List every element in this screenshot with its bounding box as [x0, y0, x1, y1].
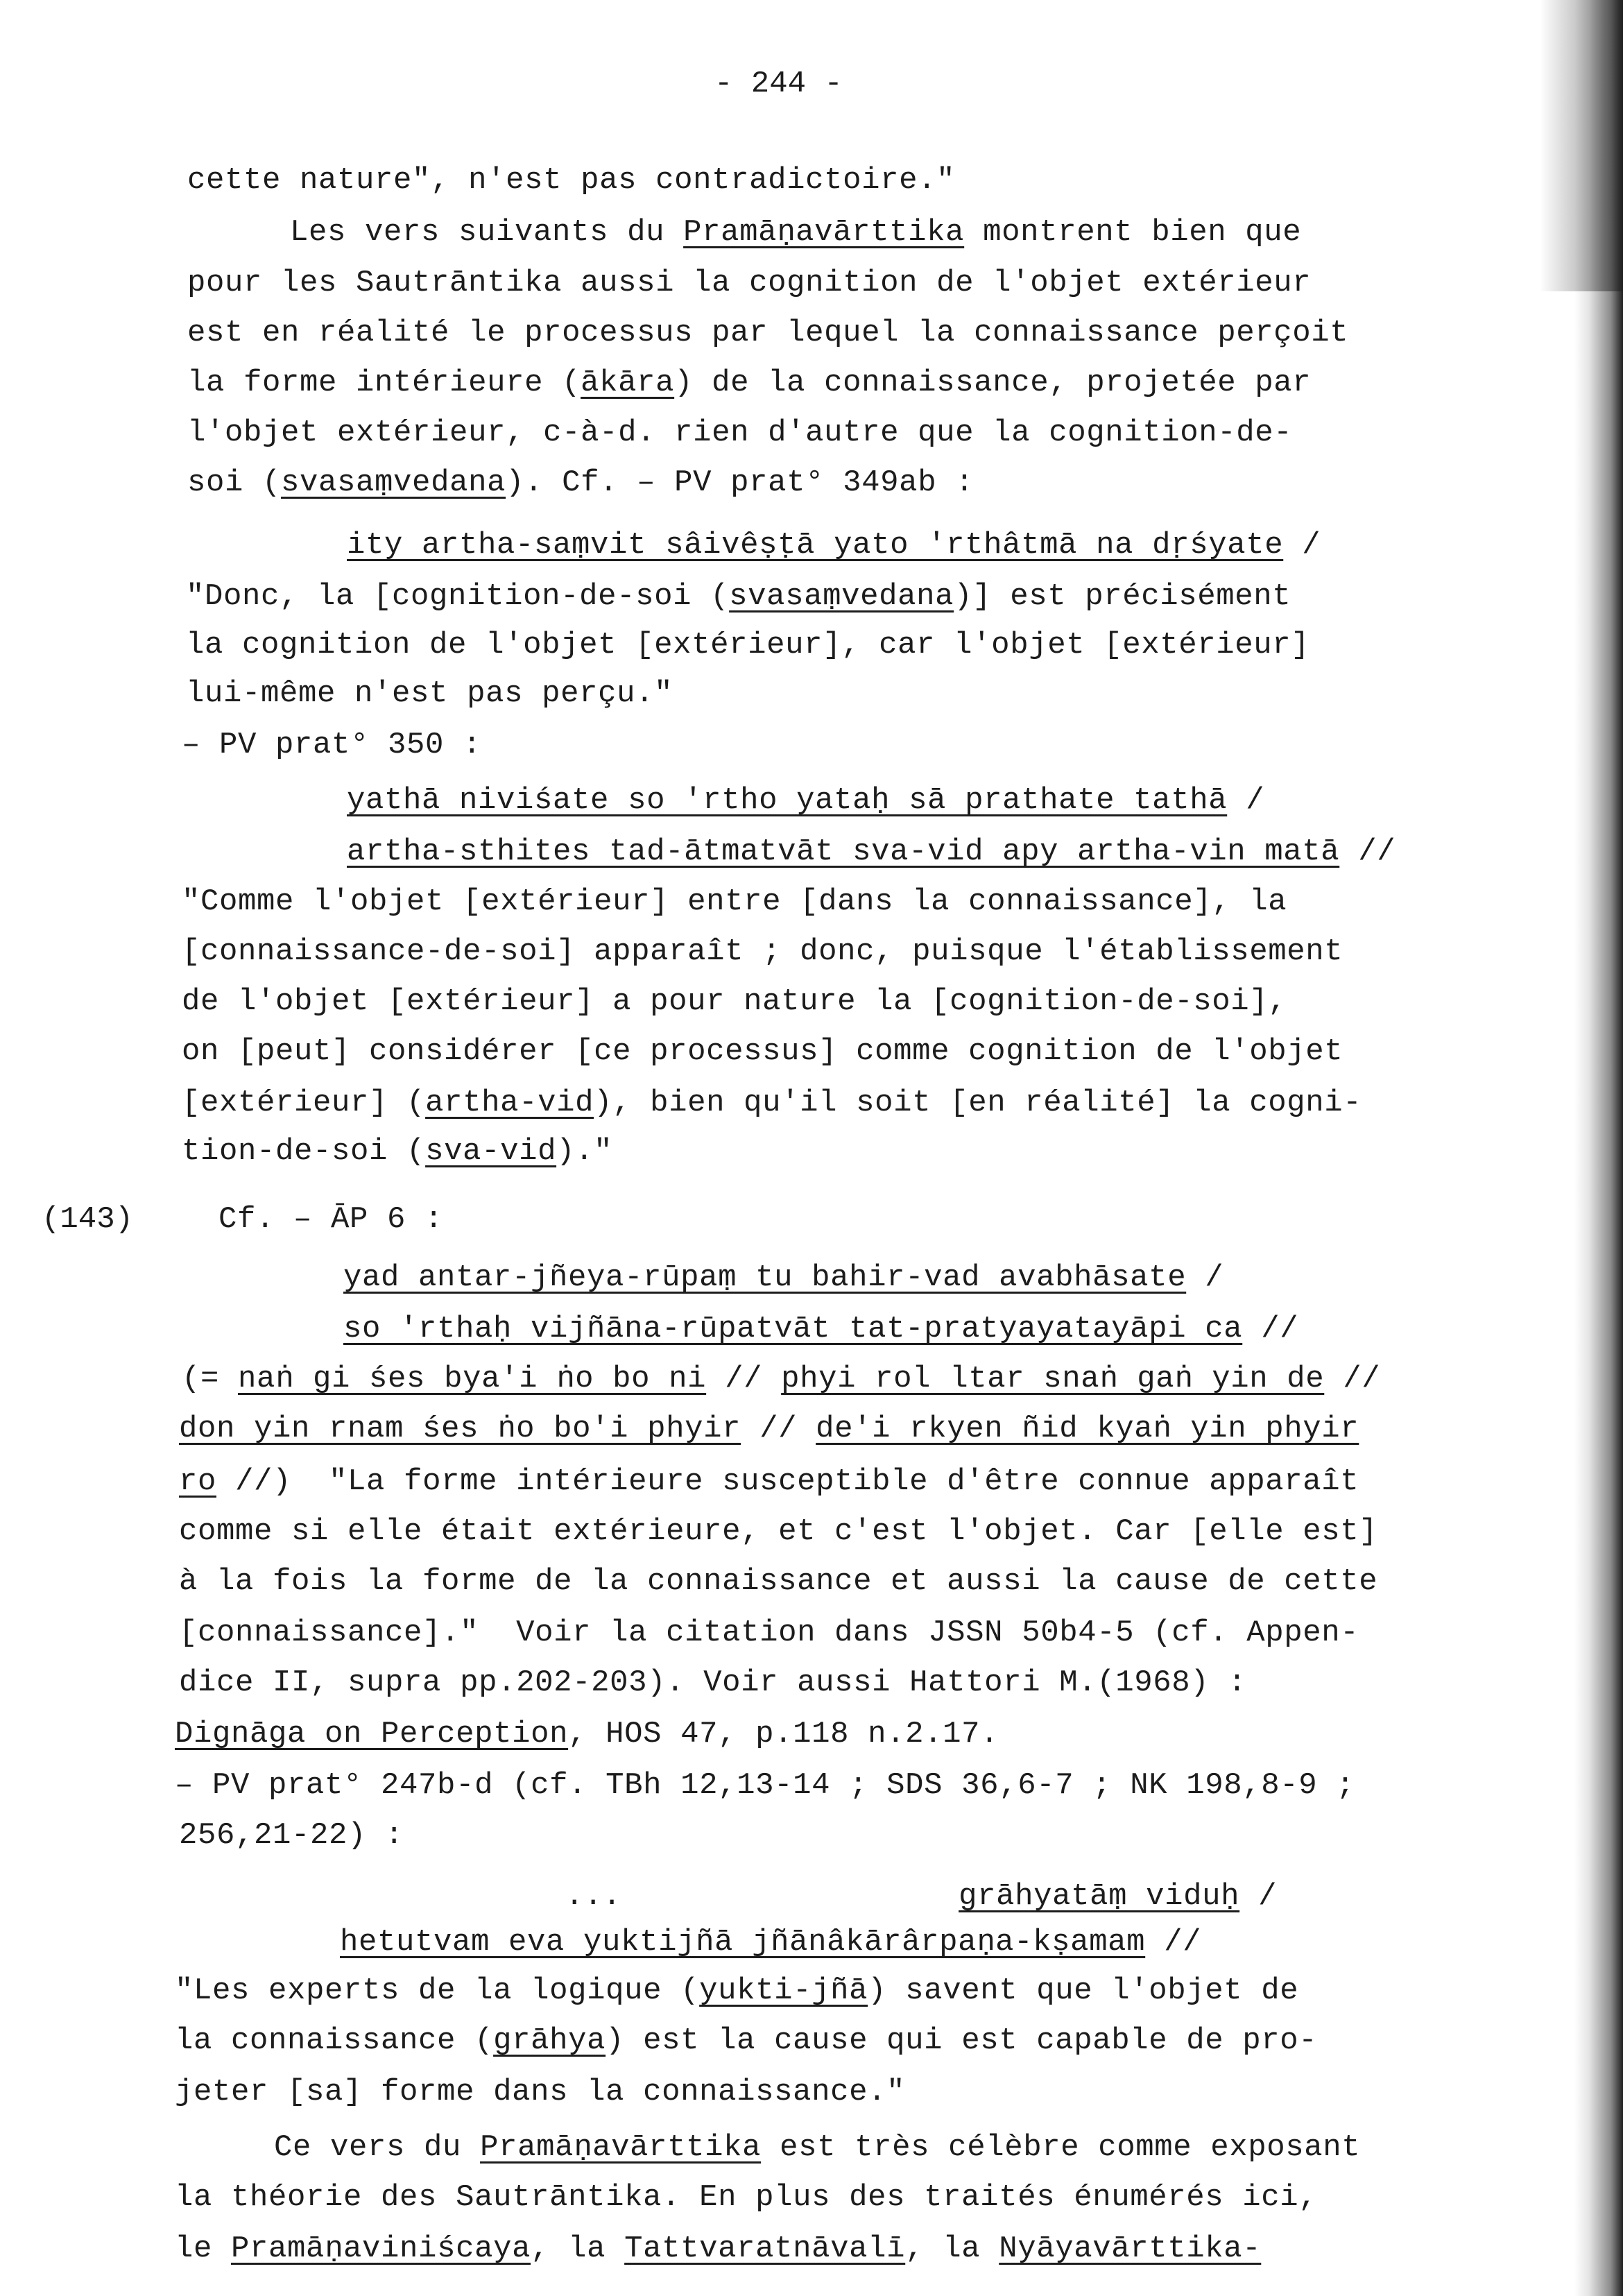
text-line — [175, 1765, 1355, 1806]
text-line — [179, 1408, 1359, 1450]
text-line — [187, 262, 1311, 304]
scan-edge-shadow — [1574, 0, 1623, 2296]
text-line — [182, 881, 1287, 923]
text-line — [179, 1815, 404, 1856]
text-segment: ) est la cause qui est capable de pro- — [606, 2023, 1318, 2058]
text-line — [175, 2228, 1261, 2270]
text-line — [187, 160, 955, 201]
underlined-term: Pramāṇavārttika — [683, 215, 965, 250]
underlined-term: Dignāga on Perception — [175, 1717, 569, 1751]
text-segment: ) de la connaissance, projetée par — [674, 366, 1312, 400]
text-segment: / — [1227, 783, 1265, 818]
text-segment: on [peut] considérer [ce processus] comme cognition de l'objet — [182, 1034, 1343, 1069]
text-segment: (= — [182, 1362, 239, 1396]
text-line — [218, 1199, 443, 1240]
underlined-term: ro — [179, 1464, 217, 1499]
text-segment: jeter [sa] forme dans la connaissance." — [175, 2075, 906, 2109]
text-line — [182, 1358, 1380, 1400]
text-segment: Ce vers du — [274, 2130, 481, 2165]
underlined-term: de'i rkyen ñid kyaṅ yin phyir — [816, 1412, 1359, 1446]
text-segment: – PV prat° 247b-d (cf. TBh 12,13-14 ; SDS 36,6-7 ; NK 198,8-9 ; — [175, 1768, 1355, 1803]
text-segment: )." — [556, 1134, 613, 1169]
text-segment: soi ( — [187, 465, 282, 500]
text-line — [182, 1131, 612, 1172]
underlined-term: yad antar-jñeya-rūpaṃ tu bahir-vad avabhāsate — [343, 1260, 1187, 1295]
page-number: - 244 - — [714, 67, 843, 101]
text-segment: / — [1283, 528, 1321, 563]
text-segment: Cf. – ĀP 6 : — [218, 1202, 444, 1237]
text-segment: est en réalité le processus par lequel la connaissance perçoit — [187, 316, 1349, 350]
note-number: (143) — [42, 1202, 134, 1237]
underlined-term: don yin rnam śes ṅo bo'i phyir — [179, 1412, 741, 1446]
text-segment: [connaissance]." Voir la citation dans JSSN 50b4-5 (cf. Appen- — [179, 1616, 1359, 1650]
text-segment: 256,21-22) : — [179, 1818, 404, 1853]
text-line — [347, 780, 1264, 821]
text-segment: dice II, supra pp.202-203). Voir aussi Hattori M.(1968) : — [179, 1665, 1247, 1700]
underlined-term: artha-sthites tad-ātmatvāt sva-vid apy artha-vin matā — [347, 834, 1340, 869]
text-line — [186, 624, 1309, 666]
underlined-term: ākāra — [581, 366, 675, 400]
underlined-term: phyi rol ltar snaṅ gaṅ yin de — [781, 1362, 1325, 1396]
text-segment: tion-de-soi ( — [182, 1134, 426, 1169]
text-segment: à la fois la forme de la connaissance et aussi la cause de cette — [179, 1564, 1378, 1599]
text-segment: est très célèbre comme exposant — [761, 2130, 1361, 2165]
underlined-term: artha-vid — [425, 1086, 594, 1120]
underlined-term: Pramāṇaviniścaya — [231, 2231, 531, 2266]
text-line — [182, 931, 1343, 973]
text-line — [187, 462, 974, 504]
text-segment: "Les experts de la logique ( — [175, 1973, 700, 2008]
text-segment: // — [741, 1412, 816, 1446]
text-line — [186, 576, 1291, 617]
text-line — [343, 1308, 1298, 1350]
text-segment: comme si elle était extérieure, et c'est l'objet. Car [elle est] — [179, 1514, 1378, 1549]
underlined-term: Nyāyavārttika- — [999, 2231, 1262, 2266]
underlined-term: Pramāṇavārttika — [480, 2130, 762, 2165]
text-line — [187, 362, 1311, 404]
text-segment: Les vers suivants du — [290, 215, 684, 250]
text-segment: de l'objet [extérieur] a pour nature la [cognition-de-soi], — [182, 984, 1287, 1019]
text-segment: – PV prat° 350 : — [182, 728, 482, 762]
text-segment: , la — [905, 2231, 999, 2266]
text-line — [187, 312, 1348, 354]
text-segment: ... — [565, 1879, 959, 1914]
text-line — [175, 2071, 905, 2113]
text-segment: le — [175, 2231, 232, 2266]
text-line — [182, 1082, 1362, 1124]
text-line — [565, 1876, 1277, 1917]
text-line — [182, 724, 481, 766]
text-line — [340, 1921, 1201, 1963]
text-segment: / — [1186, 1260, 1224, 1295]
underlined-term: hetutvam eva yuktijñā jñānâkārârpaṇa-kṣamam — [340, 1925, 1146, 1960]
text-segment: [connaissance-de-soi] apparaît ; donc, puisque l'établissement — [182, 934, 1343, 969]
underlined-term: naṅ gi śes bya'i ṅo bo ni — [238, 1362, 707, 1396]
text-segment: "Donc, la [cognition-de-soi ( — [186, 579, 730, 614]
text-segment: la cognition de l'objet [extérieur], car l'objet [extérieur] — [186, 628, 1310, 662]
text-line — [175, 2177, 1317, 2218]
text-line — [179, 1612, 1359, 1654]
text-segment: "Comme l'objet [extérieur] entre [dans la connaissance], la — [182, 884, 1287, 919]
text-line — [347, 831, 1396, 873]
underlined-term: yathā niviśate so 'rtho yataḥ sā prathate tathā — [347, 783, 1228, 818]
text-line — [175, 1713, 999, 1755]
text-segment: )] est précisément — [954, 579, 1291, 614]
text-segment: // — [706, 1362, 782, 1396]
text-line — [343, 1257, 1223, 1299]
text-line — [175, 1970, 1298, 2012]
text-line — [187, 412, 1292, 454]
text-segment: pour les Sautrāntika aussi la cognition de l'objet extérieur — [187, 266, 1312, 300]
text-line — [290, 212, 1301, 253]
underlined-term: grāhyatāṃ viduḥ — [959, 1879, 1240, 1914]
text-segment: ), bien qu'il soit [en réalité] la cogni- — [594, 1086, 1362, 1120]
text-line — [179, 1461, 1359, 1502]
text-line — [179, 1662, 1246, 1704]
scan-edge-corner-shadow — [1540, 0, 1623, 291]
text-line — [182, 1031, 1343, 1072]
text-segment: //) "La forme intérieure susceptible d'être connue apparaît — [216, 1464, 1359, 1499]
text-segment: // — [1339, 834, 1396, 869]
text-segment: , HOS 47, p.118 n.2.17. — [568, 1717, 999, 1751]
text-segment: // — [1145, 1925, 1202, 1960]
text-line — [175, 2020, 1317, 2062]
underlined-term: so 'rthaḥ vijñāna-rūpatvāt tat-pratyayatayāpi ca — [343, 1312, 1243, 1346]
text-line — [274, 2127, 1360, 2168]
underlined-term: yukti-jñā — [699, 1973, 868, 2008]
underlined-term: sva-vid — [425, 1134, 557, 1169]
text-segment: // — [1242, 1312, 1299, 1346]
underlined-term: ity artha-saṃvit sâivêṣṭā yato 'rthâtmā na dṛśyate — [347, 528, 1284, 563]
underlined-term: grāhya — [493, 2023, 606, 2058]
underlined-term: svasaṃvedana — [281, 465, 506, 500]
text-line — [179, 1561, 1377, 1602]
text-segment: , la — [531, 2231, 625, 2266]
text-segment: / — [1239, 1879, 1278, 1914]
text-segment: ). Cf. – PV prat° 349ab : — [506, 465, 974, 500]
text-line — [182, 981, 1287, 1022]
text-segment: [extérieur] ( — [182, 1086, 426, 1120]
text-segment: la forme intérieure ( — [187, 366, 581, 400]
text-segment: la théorie des Sautrāntika. En plus des traités énumérés ici, — [175, 2180, 1318, 2215]
underlined-term: svasaṃvedana — [729, 579, 954, 614]
text-segment: ) savent que l'objet de — [868, 1973, 1299, 2008]
text-segment: cette nature", n'est pas contradictoire." — [187, 163, 956, 198]
text-segment: montrent bien que — [964, 215, 1302, 250]
text-line — [347, 524, 1321, 566]
text-segment: // — [1324, 1362, 1381, 1396]
underlined-term: Tattvaratnāvalī — [624, 2231, 906, 2266]
text-segment: lui-même n'est pas perçu." — [186, 676, 673, 711]
text-line — [186, 673, 673, 714]
text-line — [179, 1511, 1377, 1552]
text-segment: la connaissance ( — [175, 2023, 494, 2058]
text-segment: l'objet extérieur, c-à-d. rien d'autre que la cognition-de- — [187, 415, 1293, 450]
